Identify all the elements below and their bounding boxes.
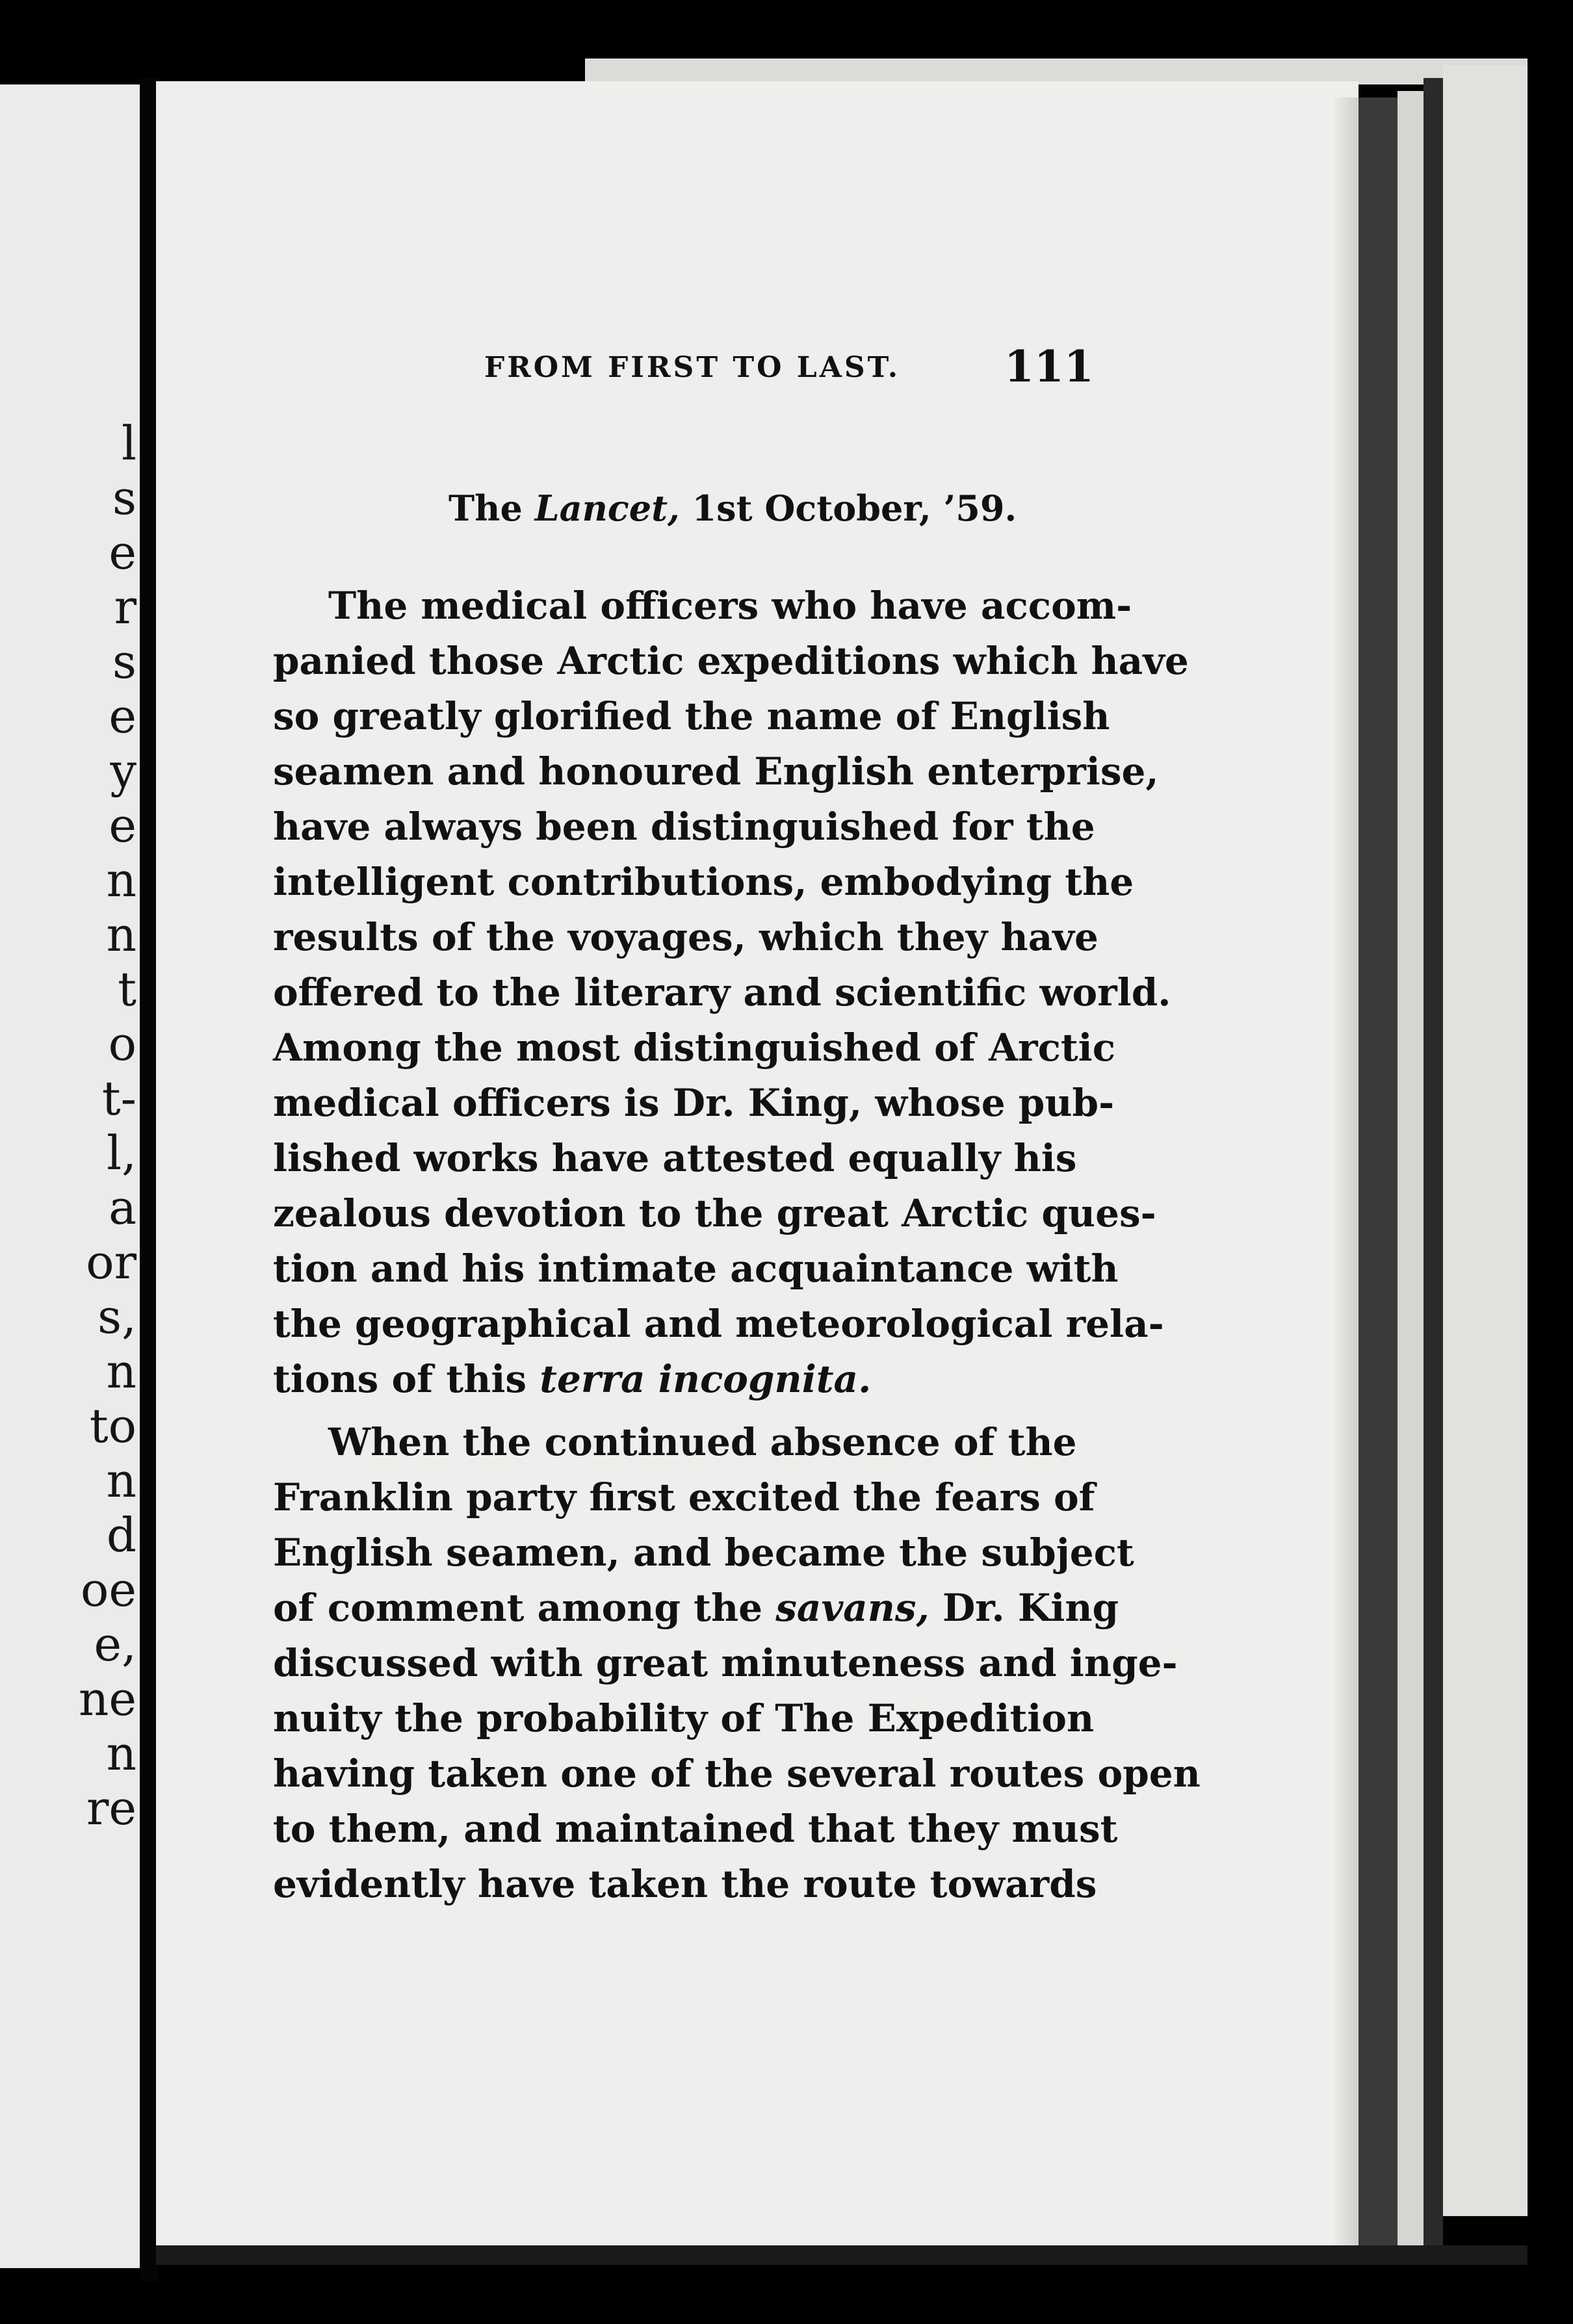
italic-phrase: terra incognita. — [540, 1357, 872, 1401]
text-line: results of the voyages, which they have — [273, 915, 1098, 959]
text-line: seamen and honoured English enterprise, — [273, 749, 1159, 794]
body-text — [273, 578, 1201, 1912]
source-date: 1st October, ’59. — [679, 487, 1017, 529]
facing-page-edge-text: l s e r s e y e n n t o t- l, a or s, n to n d oe e, ne n re — [79, 416, 136, 1835]
text-line: panied those Arctic expeditions which have — [273, 639, 1189, 683]
page-stack-top — [585, 58, 1528, 84]
text-line: nuity the probability of The Expedition — [273, 1696, 1095, 1740]
text-line: have always been distinguished for the — [273, 805, 1095, 849]
text-line: offered to the literary and scientific world. — [273, 970, 1171, 1014]
book-gutter — [140, 78, 158, 2281]
text-line: Franklin party first excited the fears of — [273, 1475, 1095, 1519]
page-bottom-edge — [156, 2245, 1528, 2265]
text-line: When the continued absence of the — [328, 1420, 1077, 1464]
page-shadow — [1332, 97, 1358, 2262]
text-line: English seamen, and became the subject — [273, 1530, 1134, 1575]
text-line: so greatly glorified the name of English — [273, 694, 1110, 738]
source-prefix: The — [448, 487, 535, 529]
text-line: discussed with great minuteness and inge- — [273, 1641, 1178, 1685]
text-line: tion and his intimate acquaintance with — [273, 1246, 1119, 1291]
page-stack-edge — [1443, 65, 1528, 2216]
running-head: FROM FIRST TO LAST. — [484, 351, 901, 384]
text-line: of comment among the savans, Dr. King — [273, 1586, 1119, 1630]
text-line: Among the most distinguished of Arctic — [273, 1026, 1116, 1070]
page-stack-edge — [1358, 97, 1398, 2262]
text-line: evidently have taken the route towards — [273, 1862, 1097, 1906]
text-line: The medical officers who have accom- — [328, 584, 1132, 628]
text-line: tions of this terra incognita. — [273, 1357, 872, 1401]
text-line: the geographical and meteorological rela- — [273, 1302, 1164, 1346]
page-stack-edge — [1398, 91, 1424, 2262]
text-line: medical officers is Dr. King, whose pub- — [273, 1081, 1115, 1125]
source-publication: Lancet, — [534, 487, 680, 529]
italic-word: savans, — [775, 1586, 930, 1630]
text-line: intelligent contributions, embodying the — [273, 860, 1134, 904]
page-number: 111 — [1004, 341, 1094, 392]
page-stack-edge — [1424, 78, 1443, 2249]
text-line: zealous devotion to the great Arctic ques- — [273, 1191, 1156, 1235]
source-citation — [448, 487, 1017, 529]
text-line: having taken one of the several routes open — [273, 1751, 1201, 1796]
text-line: lished works have attested equally his — [273, 1136, 1077, 1180]
text-line: to them, and maintained that they must — [273, 1807, 1118, 1851]
